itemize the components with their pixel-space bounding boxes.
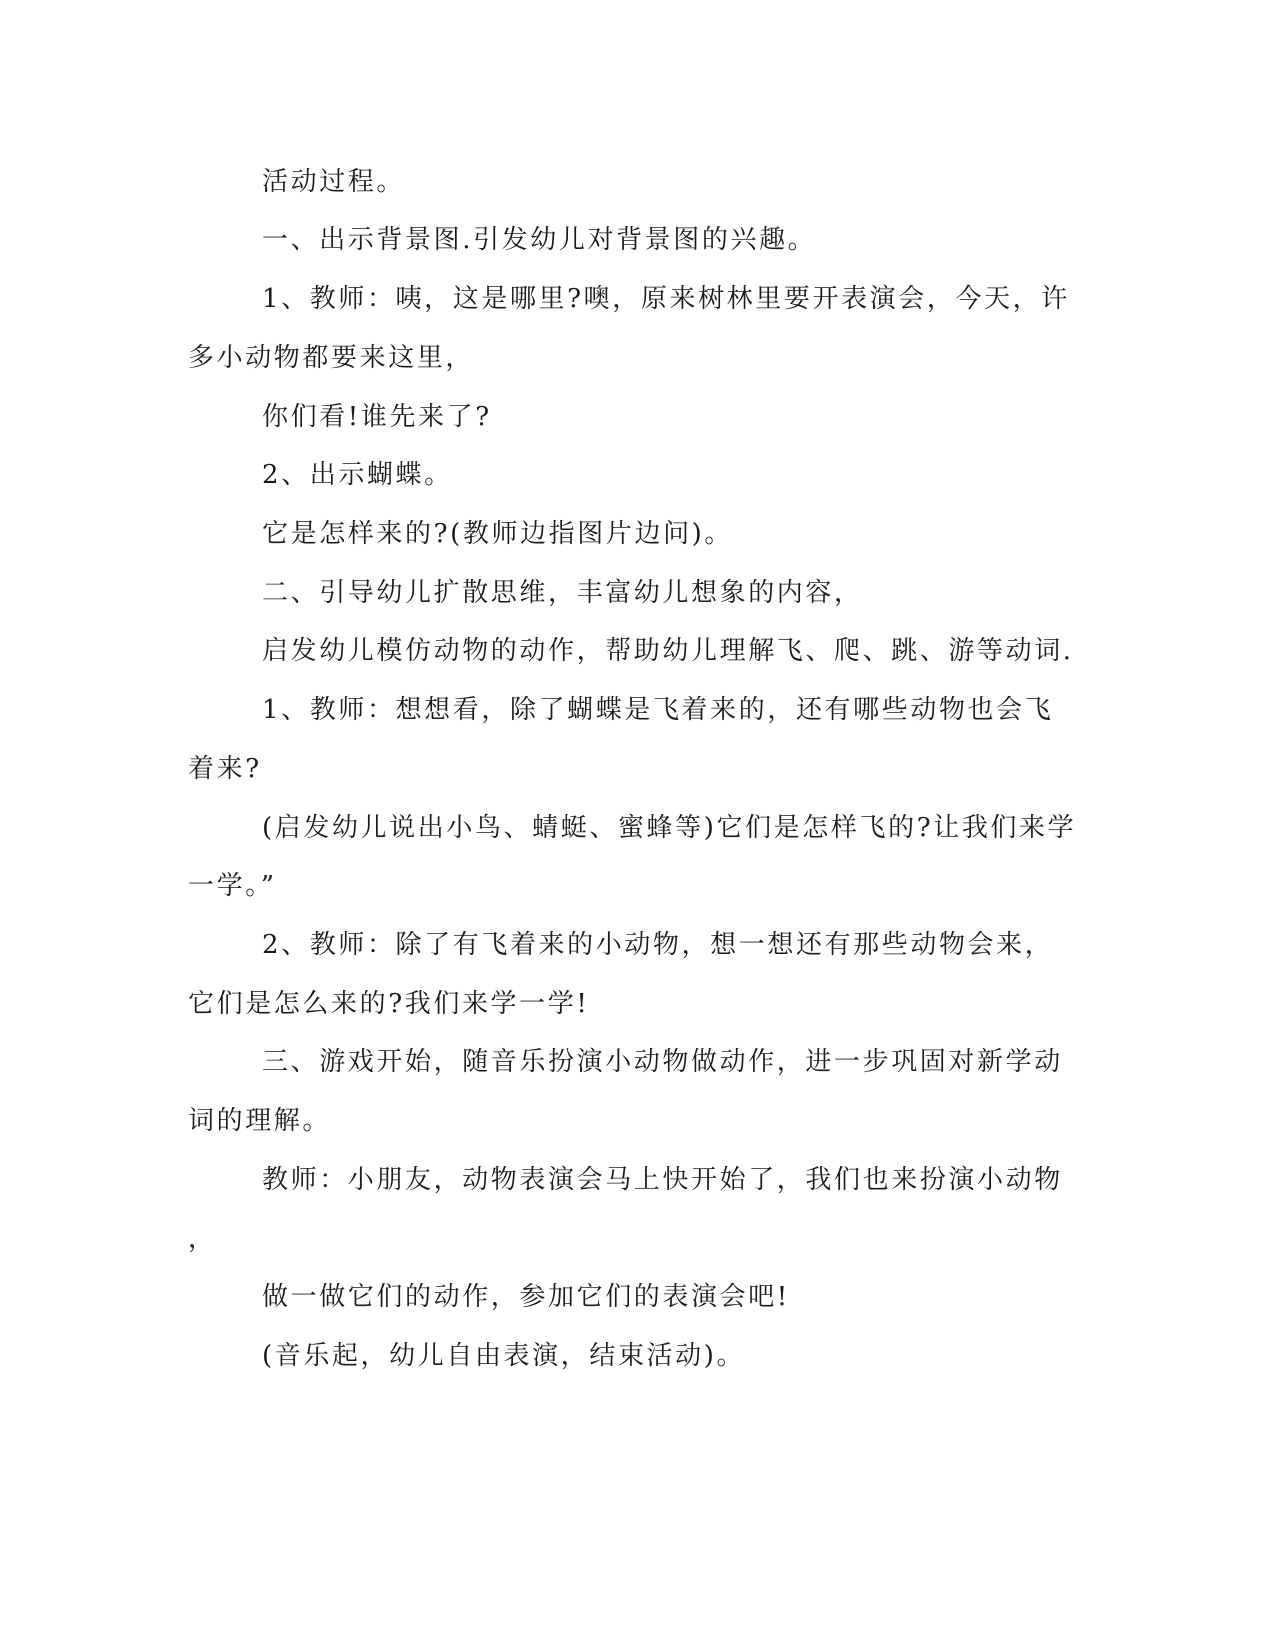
text-line: 词的理解。	[188, 1106, 332, 1136]
text-line: 活动过程。	[262, 167, 406, 197]
text-line: 三、游戏开始，随音乐扮演小动物做动作，进一步巩固对新学动	[262, 1047, 1063, 1077]
text-line: 着来?	[188, 754, 262, 784]
text-line: 它是怎样来的?(教师边指图片边问)。	[262, 519, 734, 549]
text-line: 1、教师：咦，这是哪里?噢，原来树林里要开表演会，今天，许	[262, 284, 1070, 314]
text-line: 2、教师：除了有飞着来的小动物，想一想还有那些动物会来，	[262, 930, 1054, 960]
text-line: 一学。”	[188, 871, 277, 901]
text-line: 多小动物都要来这里，	[188, 343, 475, 373]
text-line: ，	[188, 1224, 217, 1254]
text-line: (音乐起，幼儿自由表演，结束活动)。	[262, 1341, 746, 1371]
text-line: 一、出示背景图.引发幼儿对背景图的兴趣。	[262, 225, 817, 255]
text-line: 你们看!谁先来了?	[262, 402, 492, 432]
text-line: (启发幼儿说出小鸟、蜻蜓、蜜蜂等)它们是怎样飞的?让我们来学	[262, 813, 1077, 843]
text-line: 启发幼儿模仿动物的动作，帮助幼儿理解飞、爬、跳、游等动词.	[262, 636, 1074, 666]
text-line: 二、引导幼儿扩散思维，丰富幼儿想象的内容，	[262, 578, 863, 608]
text-line: 1、教师：想想看，除了蝴蝶是飞着来的，还有哪些动物也会飞	[262, 695, 1054, 725]
text-line: 教师：小朋友，动物表演会马上快开始了，我们也来扮演小动物	[262, 1165, 1063, 1195]
text-line: 2、出示蝴蝶。	[262, 460, 453, 490]
text-line: 它们是怎么来的?我们来学一学!	[188, 989, 590, 1019]
text-line: 做一做它们的动作，参加它们的表演会吧!	[262, 1282, 790, 1312]
